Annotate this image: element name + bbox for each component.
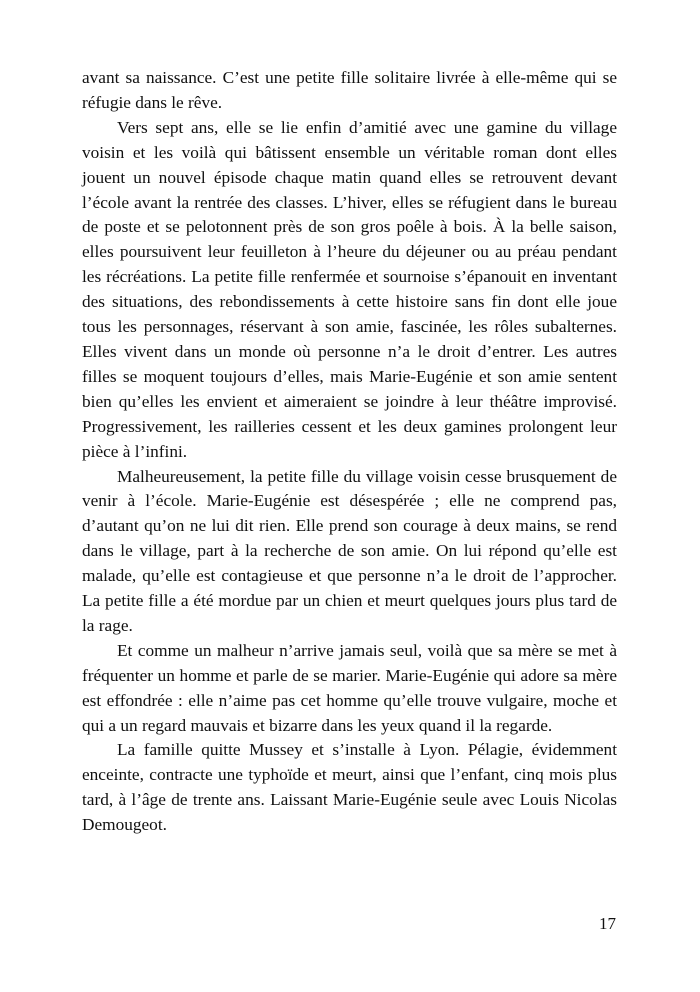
paragraph-continuation: avant sa naissance. C’est une petite fille solitaire livrée à elle-même qui se réfugie dans le rêve. [82, 68, 617, 112]
body-text [82, 66, 617, 838]
paragraph-mother-remarriage: Et comme un malheur n’arrive jamais seul, voilà que sa mère se met à fréquenter un homme et parle de se marier. Marie-Eugénie qui adore sa mère est effondrée : elle n’aime pas cet homme qu’elle trouve vulgaire, moche et qui a un regard mauvais et bizarre dans les yeux quand il la regarde. [82, 640, 617, 735]
paragraph-friend-death: Malheureusement, la petite fille du village voisin cesse brusquement de venir à l’école. Marie-Eugénie est désespérée ; elle ne comprend pas, d’autant qu’on ne lui dit rien. Elle prend son courage à deux mains, se rend dans le village, part à la recherche de son amie. On lui répond qu’elle est malade, qu’elle est contagieuse et que personne n’a le droit de l’approcher. La petite fille a été mordue par un chien et meurt quelques jours plus tard de la rage. [82, 466, 617, 635]
page-number: 17 [599, 914, 616, 933]
paragraph-friendship: Vers sept ans, elle se lie enfin d’amitié avec une gamine du village voisin et les voilà qui bâtissent ensemble un véritable roman dont elles jouent un nouvel épisode chaque matin quand elles se retrouvent devant l’école avant la rentrée des classes. L’hiver, elles se réfugient dans le bureau de poste et se pelotonnent près de son gros poêle à bois. À la belle saison, elles poursuivent leur feuilleton à l’heure du déjeuner ou au préau pendant les récréations. La petite fille renfermée et sournoise s’épanouit en inventant des situations, des rebondissements à cette histoire sans fin dont elle joue tous les personnages, réservant à son amie, fascinée, les rôles subalternes. Elles vivent dans un monde où personne n’a le droit d’entrer. Les autres filles se moquent toujours d’elles, mais Marie-Eugénie et son amie sentent bien qu’elles les envient et aimeraient se joindre à leur théâtre improvisé. Progressivement, les railleries cessent et les deux gamines prolongent leur pièce à l’infini. [82, 117, 617, 461]
paragraph-move-to-lyon: La famille quitte Mussey et s’installe à Lyon. Pélagie, évidemment enceinte, contracte une typhoïde et meurt, ainsi que l’enfant, cinq mois plus tard, à l’âge de trente ans. Laissant Marie-Eugénie seule avec Louis Nicolas Demougeot. [82, 740, 617, 835]
